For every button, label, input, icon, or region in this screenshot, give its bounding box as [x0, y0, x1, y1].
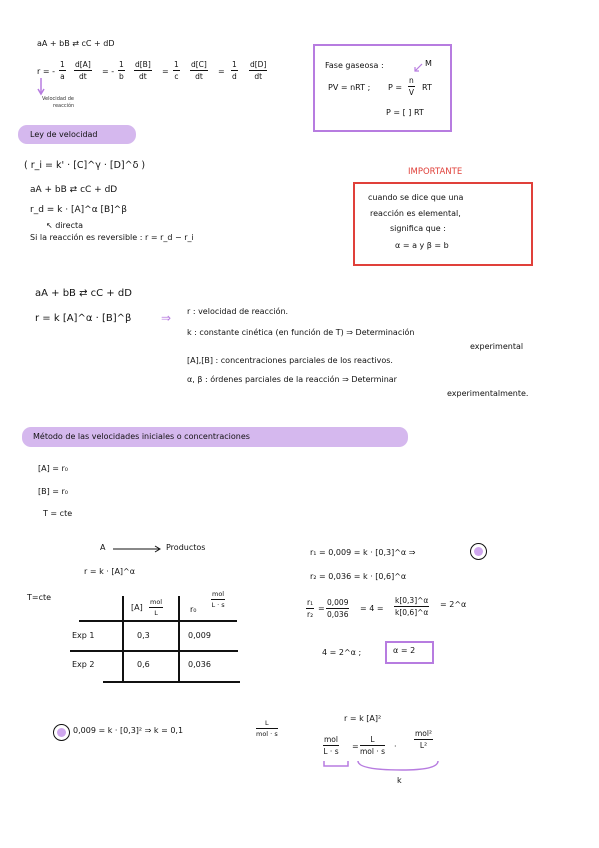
- important-line1: cuando se dice que una: [368, 193, 464, 202]
- r2-equation: r₂ = 0,036 = k · [0,6]^α: [310, 572, 407, 581]
- example-rate: r = k · [A]^α: [84, 567, 136, 576]
- row2-r: 0,036: [188, 660, 211, 669]
- star-marker-fill: [474, 547, 483, 556]
- note-velocidad: Velocidad de: [42, 96, 74, 102]
- def-orders-cont: experimentalmente.: [447, 389, 529, 398]
- alpha-result: α = 2: [393, 646, 416, 655]
- important-line4: α = a y β = b: [395, 241, 449, 250]
- k-unit: L mol · s: [256, 719, 278, 738]
- reaction-arrow-icon: [113, 545, 163, 553]
- r1-equation: r₁ = 0,009 = k · [0,3]^α ⇒: [310, 548, 416, 557]
- def-k-cont: experimental: [470, 342, 524, 351]
- row1-r: 0,009: [188, 631, 211, 640]
- star-marker-2-fill: [57, 728, 66, 737]
- condition-b: [B] = r₀: [38, 487, 69, 496]
- unit-dot: ·: [394, 742, 397, 751]
- gas-eq2-p: P =: [388, 83, 403, 92]
- sep-2: =: [162, 67, 169, 76]
- ratio-end: = 2^α: [440, 600, 467, 609]
- direct-rate: r_d = k · [A]^α [B]^β: [30, 205, 127, 215]
- deriv-frac-d: $\frac{d[D]}{dt}$: [250, 60, 267, 81]
- table-top-line: [79, 620, 237, 622]
- table-bottom-line: [103, 681, 240, 683]
- reaction-equation-2: aA + bB ⇄ cC + dD: [30, 185, 118, 195]
- unit-k: L mol · s: [360, 735, 386, 756]
- row2-label: Exp 2: [72, 660, 95, 669]
- row2-a: 0,6: [137, 660, 150, 669]
- reaction-equation-3: aA + bB ⇄ cC + dD: [35, 288, 132, 299]
- important-line3: significa que :: [390, 224, 446, 233]
- condition-t: T = cte: [43, 509, 73, 518]
- table-header-a-unit: mol L: [150, 598, 163, 617]
- gas-eq1: PV = nRT ;: [328, 83, 371, 92]
- deriv-frac-a: $\frac{d[A]}{dt}$: [75, 60, 91, 81]
- table-header-r: r₀: [190, 605, 197, 614]
- ratio-values: $\frac{0,009}{0,036}$: [327, 598, 349, 619]
- example-reactant: A: [100, 543, 106, 552]
- rate-final: r = k [A]²: [344, 714, 382, 723]
- row1-label: Exp 1: [72, 631, 95, 640]
- def-concentrations: [A],[B] : concentraciones parciales de los reactivos.: [187, 356, 393, 365]
- four-equation: 4 = 2^α ;: [322, 648, 362, 657]
- directa-label: ↖ directa: [46, 221, 84, 230]
- tcte-label: T=cte: [27, 593, 52, 602]
- coef-frac-c: $\frac{1}{c}$: [174, 60, 179, 81]
- ratio-mid: = 4 =: [360, 604, 384, 613]
- unit-eq: =: [352, 742, 359, 751]
- def-k: k : constante cinética (en función de T) ⇒ Determinación: [187, 328, 415, 337]
- deriv-frac-b: $\frac{d[B]}{dt}$: [135, 60, 151, 81]
- def-orders: α, β : órdenes parciales de la reacción ⇒ Determinar: [187, 375, 397, 384]
- table-header-a: [A]: [131, 603, 143, 612]
- gas-n-over-v: $\frac{n}{V}$: [408, 76, 414, 97]
- reversible-note: Si la reacción es reversible : r = r_d − r_i: [30, 233, 194, 242]
- coef-frac-d: $\frac{1}{d}$: [232, 60, 237, 81]
- example-products: Productos: [166, 543, 206, 552]
- sep-1: = -: [102, 67, 115, 76]
- ratio-eq: =: [318, 604, 325, 613]
- ratio-r: $\frac{\text{r₁}}{\text{r₂}}$: [307, 598, 314, 619]
- coef-frac-b: $\frac{1}{b}$: [119, 60, 124, 81]
- gas-m-label: M: [425, 59, 432, 68]
- rate-prefix: r = -: [37, 67, 55, 76]
- coef-frac-a: $\frac{1}{a}$: [60, 60, 65, 81]
- unit-bracket: [322, 760, 442, 774]
- metodo-heading: Método de las velocidades iniciales o concentraciones: [33, 432, 250, 441]
- ley-heading: Ley de velocidad: [30, 130, 98, 139]
- gas-eq2-rt: RT: [422, 83, 432, 92]
- unit-conc: mol² L²: [415, 729, 432, 750]
- table-header-r-unit: mol L · s: [211, 590, 225, 609]
- table-mid-line: [70, 650, 238, 652]
- reaction-equation-1: aA + bB ⇄ cC + dD: [37, 39, 115, 48]
- rate-law: r = k [A]^α · [B]^β: [35, 313, 132, 324]
- note-reaccion: reacción: [53, 103, 75, 109]
- implies-arrow-icon: ⇒: [161, 311, 172, 325]
- def-r: r : velocidad de reacción.: [187, 307, 289, 316]
- row1-a: 0,3: [137, 631, 150, 640]
- sep-3: =: [218, 67, 225, 76]
- k-calculation: 0,009 = k · [0,3]² ⇒ k = 0,1: [73, 726, 184, 735]
- gas-eq3: P = [ ] RT: [386, 108, 424, 117]
- condition-a: [A] = r₀: [38, 464, 68, 473]
- unit-rate: mol L · s: [323, 735, 339, 756]
- reverse-rate-formula: ( r_i = k' · [C]^γ · [D]^δ ): [24, 160, 146, 171]
- gas-title: Fase gaseosa :: [325, 61, 384, 70]
- table-vline-2: [178, 596, 180, 682]
- small-arrow-icon: [413, 63, 423, 73]
- important-label: IMPORTANTE: [408, 167, 463, 177]
- deriv-frac-c: $\frac{d[C]}{dt}$: [191, 60, 207, 81]
- table-vline-1: [122, 596, 124, 682]
- important-line2: reacción es elemental,: [370, 209, 461, 218]
- arrow-down-icon: [37, 78, 45, 96]
- ratio-k: $\frac{k[0,3]\^{}\alpha}{k[0,6]\^{}\alpha}$: [395, 596, 429, 617]
- k-label: k: [397, 776, 402, 785]
